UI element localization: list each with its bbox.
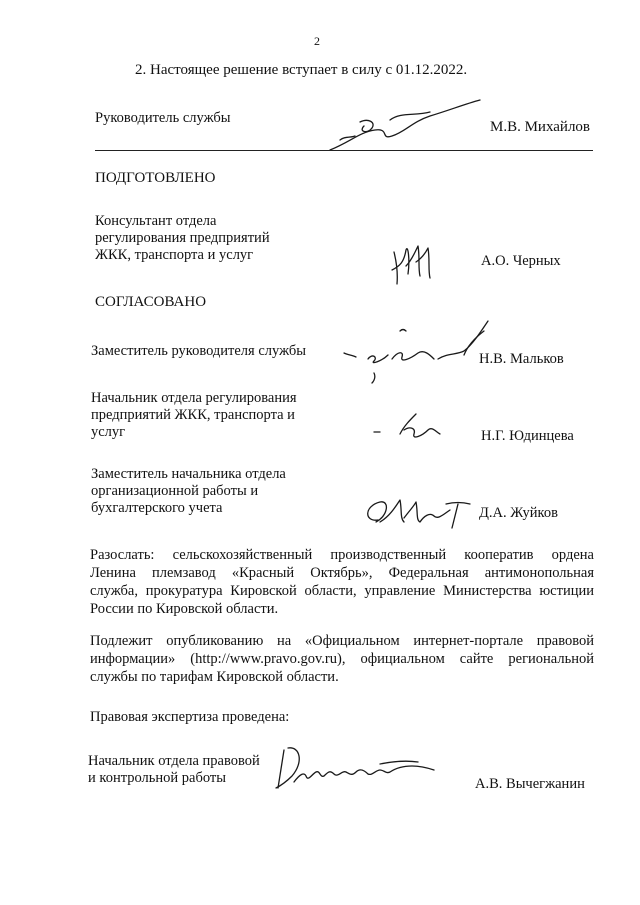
signer-3-title-line: бухгалтерского учета (91, 500, 223, 516)
distribution-line: Ленина племзавод «Красный Октябрь», Федеральная антимонопольная (90, 565, 594, 581)
signer-1-title: Заместитель руководителя службы (91, 343, 307, 359)
legal-title (88, 753, 260, 787)
distribution-line: России по Кировской области. (90, 601, 279, 617)
head-title: Руководитель службы (95, 110, 231, 126)
signer-3-title (91, 466, 286, 517)
prepared-title (95, 213, 270, 264)
divider-line (95, 150, 593, 151)
prepared-title-line: Консультант отдела (95, 213, 217, 229)
prepared-signature (388, 240, 438, 290)
signer-3-signature (360, 492, 480, 537)
signer-1-signature (338, 315, 498, 385)
signer-2-name: Н.Г. Юдинцева (481, 428, 574, 444)
publication-line: Подлежит опубликованию на «Официальном интернет-портале правовой (90, 633, 594, 649)
distribution-line: Разослать: сельскохозяйственный производственный кооператив ордена (90, 547, 594, 563)
legal-note: Правовая экспертиза проведена: (90, 709, 290, 725)
prepared-title-line: ЖКК, транспорта и услуг (95, 247, 254, 263)
signer-2-title-line: услуг (91, 424, 126, 440)
agreed-heading: СОГЛАСОВАНО (95, 294, 207, 310)
legal-title-line: и контрольной работы (88, 770, 226, 786)
signer-3-title-line: Заместитель начальника отдела (91, 466, 286, 482)
signer-2-title (91, 390, 297, 441)
head-name: М.В. Михайлов (490, 119, 591, 135)
page-number: 2 (314, 34, 320, 48)
legal-title-line: Начальник отдела правовой (88, 753, 260, 769)
prepared-name: А.О. Черных (481, 253, 561, 269)
legal-name: А.В. Вычегжанин (475, 776, 585, 792)
signer-2-title-line: предприятий ЖКК, транспорта и (91, 407, 295, 423)
publication-line: службы по тарифам Кировской области. (90, 669, 339, 685)
prepared-title-line: регулирования предприятий (95, 230, 270, 246)
distribution-paragraph (90, 546, 594, 618)
signer-3-title-line: организационной работы и (91, 483, 259, 499)
signer-2-signature (370, 408, 450, 448)
publication-line: информации» (http://www.pravo.gov.ru), официальном сайте региональной (90, 651, 594, 667)
item-2-text: 2. Настоящее решение вступает в силу с 01.12.2022. (135, 62, 468, 78)
signer-1-name: Н.В. Мальков (479, 351, 564, 367)
legal-signature (270, 742, 440, 802)
signer-2-title-line: Начальник отдела регулирования (91, 390, 297, 406)
publication-paragraph (90, 632, 594, 686)
head-signature (320, 92, 500, 162)
prepared-heading: ПОДГОТОВЛЕНО (95, 170, 216, 186)
distribution-line: служба, прокуратура Кировской области, управление Министерства юстиции (90, 583, 594, 599)
signer-3-name: Д.А. Жуйков (479, 505, 558, 521)
